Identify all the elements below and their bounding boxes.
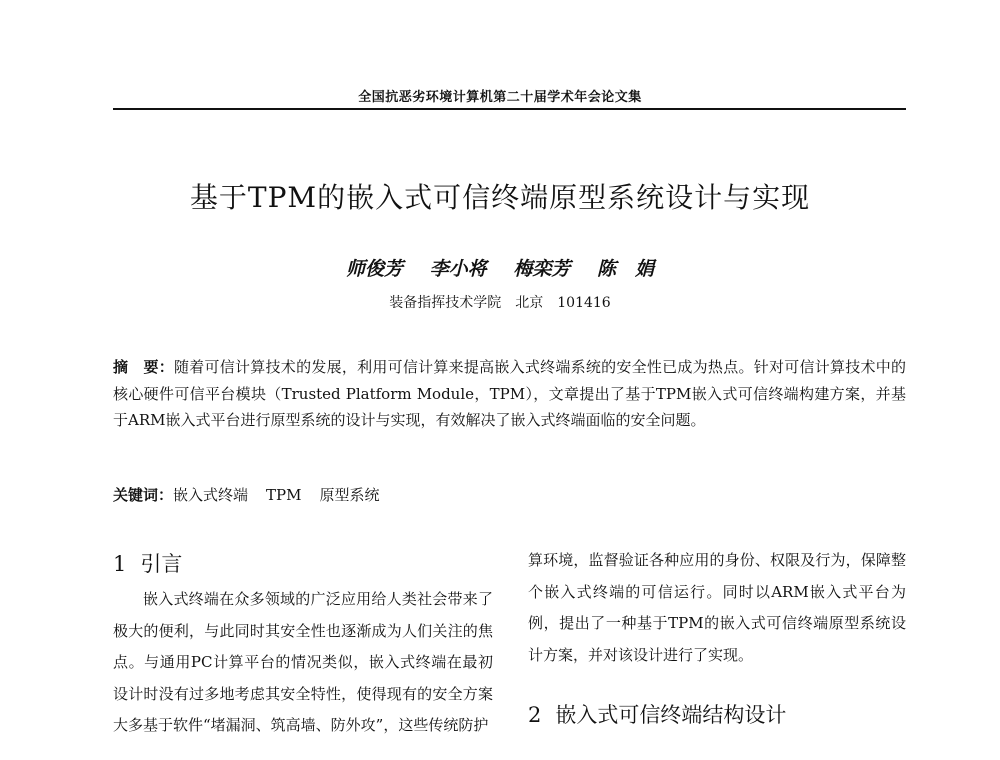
section-number: 2 — [528, 703, 542, 727]
author-list — [0, 254, 1000, 281]
running-header: 全国抗恶劣环境计算机第二十届学术年会论文集 — [358, 90, 642, 105]
paper-title: 基于TPM的嵌入式可信终端原型系统设计与实现 — [189, 181, 811, 214]
section-1-paragraph-continued: 算环境，监督验证各种应用的身份、权限及行为，保障整个嵌入式终端的可信运行。同时以ARM嵌入式平台为例，提出了一种基于TPM的嵌入式可信终端原型系统设计方案，并对该设计进行了实现。 — [528, 551, 906, 664]
keyword: 嵌入式终端 — [173, 486, 249, 504]
header-rule — [113, 108, 906, 110]
author-name: 李小将 — [429, 258, 487, 280]
left-column — [113, 548, 493, 742]
section-1-paragraph: 嵌入式终端在众多领域的广泛应用给人类社会带来了极大的便利，与此同时其安全性也逐渐成为人们关注的焦点。与通用PC计算平台的情况类似，嵌入式终端在最初设计时没有过多地考虑其安全特性，使得现有的安全方案大多基于软件“堵漏洞、筑高墙、防外攻”，这些传统防护 — [113, 590, 493, 734]
affiliation: 装备指挥技术学院 北京 101416 — [389, 295, 611, 311]
keyword: 原型系统 — [319, 486, 380, 504]
section-2-heading — [528, 699, 906, 731]
section-1-heading — [113, 548, 493, 580]
keywords — [113, 484, 906, 506]
author-name: 梅栾芳 — [513, 258, 571, 280]
abstract — [113, 354, 906, 434]
section-title: 引言 — [140, 552, 183, 576]
keyword: TPM — [266, 486, 302, 504]
right-column — [528, 545, 906, 735]
section-number: 1 — [113, 552, 127, 576]
section-title: 嵌入式可信终端结构设计 — [555, 703, 787, 727]
author-name: 陈 娟 — [596, 258, 654, 280]
keywords-label: 关键词： — [113, 486, 174, 504]
author-name: 师俊芳 — [346, 258, 404, 280]
abstract-label: 摘 要： — [113, 358, 175, 376]
abstract-text: 随着可信计算技术的发展，利用可信计算来提高嵌入式终端系统的安全性已成为热点。针对可信计算技术中的核心硬件可信平台模块（Trusted Platform Module，TPM），文章提出了基于TPM嵌入式可信终端构建方案，并基于ARM嵌入式平台进行原型系统的设计与实现，有效解决了嵌入式终端面临的安全问题。 — [113, 358, 906, 429]
